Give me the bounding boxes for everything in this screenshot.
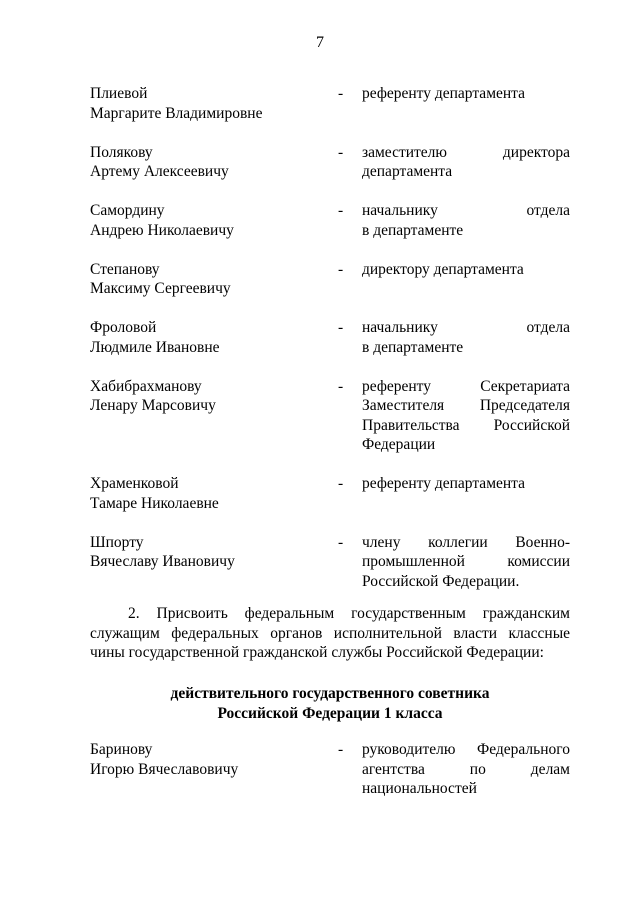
position-line: референту департамента bbox=[362, 475, 526, 492]
dash: - bbox=[338, 143, 344, 161]
dash: - bbox=[338, 202, 344, 219]
list-item bbox=[90, 201, 570, 240]
position-line: начальнику отдела bbox=[362, 202, 570, 219]
position-title bbox=[362, 740, 570, 799]
person-name bbox=[90, 260, 338, 299]
position-line: директору департамента bbox=[362, 260, 524, 278]
name-line: Фроловой bbox=[90, 319, 157, 336]
position-line: Российской Федерации. bbox=[362, 572, 520, 590]
name-line: Максиму Сергеевичу bbox=[90, 280, 231, 297]
name-line: Степанову bbox=[90, 260, 160, 278]
position-title bbox=[362, 474, 570, 513]
list-item bbox=[90, 318, 570, 357]
position-line: референту департамента bbox=[362, 85, 526, 102]
name-line: Шпорту bbox=[90, 533, 144, 551]
name-line: Андрею Николаевичу bbox=[90, 221, 234, 239]
position-line: Федерации bbox=[362, 436, 436, 453]
list-item bbox=[90, 474, 570, 513]
dash: - bbox=[338, 319, 344, 336]
position-line: промышленной комиссии bbox=[362, 553, 570, 570]
position-line: в департаменте bbox=[362, 221, 464, 239]
dash: - bbox=[338, 377, 344, 395]
name-line: Артему Алексеевичу bbox=[90, 163, 229, 180]
person-name bbox=[90, 143, 338, 182]
appointment-list bbox=[90, 84, 570, 611]
position-title bbox=[362, 201, 570, 240]
list-item bbox=[90, 143, 570, 182]
name-line: Полякову bbox=[90, 143, 153, 161]
position-line: начальнику отдела bbox=[362, 319, 570, 336]
name-line: Ленару Марсовичу bbox=[90, 397, 216, 414]
person-name bbox=[90, 318, 338, 357]
name-line: Игорю Вячеславовичу bbox=[90, 760, 239, 778]
page-number: 7 bbox=[316, 34, 324, 51]
list-item bbox=[90, 260, 570, 299]
name-line: Храменковой bbox=[90, 475, 179, 492]
heading-line: Российской Федерации 1 класса bbox=[217, 704, 443, 722]
person-name bbox=[90, 377, 338, 455]
name-line: Хабибрахманову bbox=[90, 377, 202, 395]
position-line: агентства по делам bbox=[362, 760, 570, 778]
position-line: Правительства Российской bbox=[362, 416, 570, 434]
dash: - bbox=[338, 85, 344, 102]
position-title bbox=[362, 143, 570, 182]
name-line: Тамаре Николаевне bbox=[90, 494, 219, 512]
dash: - bbox=[338, 533, 344, 551]
list-item bbox=[90, 377, 570, 455]
position-line: Заместителя Председателя bbox=[362, 397, 570, 414]
position-title bbox=[362, 377, 570, 455]
position-line: заместителю директора bbox=[362, 143, 570, 161]
body-paragraph: 2. Присвоить федеральным государственным гражданским служащим федеральных органов исполнительной власти классные чины государственной гражданской службы Российской Федерации: bbox=[90, 605, 570, 661]
position-line: национальностей bbox=[362, 780, 477, 797]
position-line: руководителю Федерального bbox=[362, 741, 570, 758]
person-name bbox=[90, 740, 338, 799]
section-heading bbox=[90, 684, 570, 723]
position-title bbox=[362, 533, 570, 592]
position-title bbox=[362, 260, 570, 299]
name-line: Маргарите Владимировне bbox=[90, 104, 263, 122]
name-line: Вячеславу Ивановичу bbox=[90, 553, 235, 570]
appointment-list bbox=[90, 740, 570, 818]
position-title bbox=[362, 318, 570, 357]
name-line: Людмиле Ивановне bbox=[90, 338, 220, 356]
name-line: Самордину bbox=[90, 202, 165, 219]
dash: - bbox=[338, 475, 344, 492]
list-item bbox=[90, 740, 570, 799]
position-line: референту Секретариата bbox=[362, 377, 570, 395]
dash: - bbox=[338, 741, 344, 758]
position-title bbox=[362, 84, 570, 123]
name-line: Баринову bbox=[90, 741, 153, 758]
position-line: члену коллегии Военно- bbox=[362, 533, 570, 551]
name-line: Плиевой bbox=[90, 85, 148, 102]
position-line: департамента bbox=[362, 163, 453, 180]
list-item bbox=[90, 533, 570, 592]
heading-line: действительного государственного советника bbox=[170, 685, 490, 702]
person-name bbox=[90, 84, 338, 123]
position-line: в департаменте bbox=[362, 338, 464, 356]
dash: - bbox=[338, 260, 344, 278]
person-name bbox=[90, 201, 338, 240]
person-name bbox=[90, 474, 338, 513]
list-item bbox=[90, 84, 570, 123]
person-name bbox=[90, 533, 338, 592]
